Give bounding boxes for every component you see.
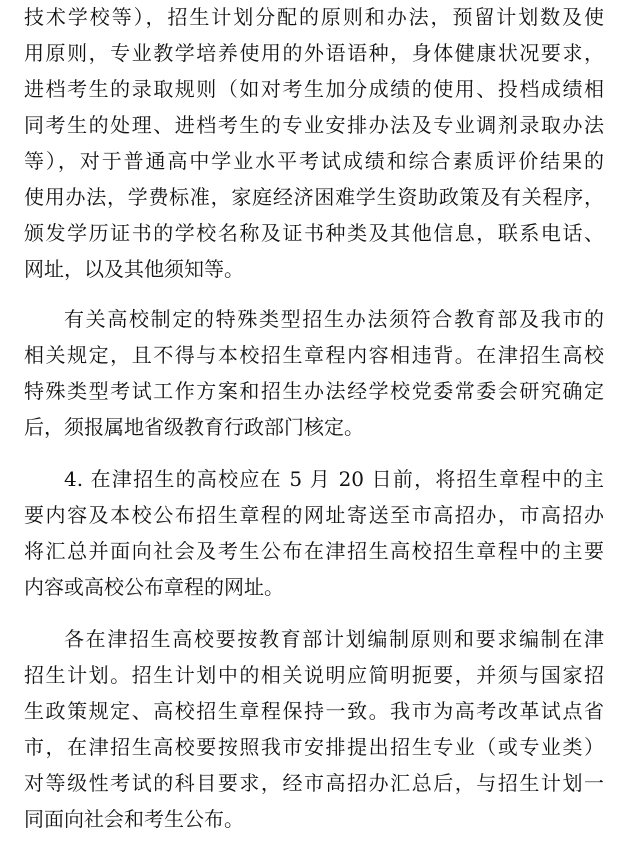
text-line: 等），对于普通高中学业水平考试成绩和综合素质评价结果的: [24, 149, 604, 173]
text-line: 4. 在津招生的高校应在 5 月 20 日前，将招生章程中的主: [64, 467, 604, 491]
text-line: 颁发学历证书的学校名称及证书种类及其他信息，联系电话、: [24, 221, 604, 245]
text-line: 有关高校制定的特殊类型招生办法须符合教育部及我市的: [64, 307, 604, 331]
text-line: 相关规定，且不得与本校招生章程内容相违背。在津招生高校: [24, 343, 604, 367]
text-line: 内容或高校公布章程的网址。: [24, 575, 284, 599]
text-line: 技术学校等），招生计划分配的原则和办法，预留计划数及使: [24, 5, 604, 29]
text-line: 使用办法，学费标准，家庭经济困难学生资助政策及有关程序，: [24, 185, 604, 209]
text-line: 生政策规定、高校招生章程保持一致。我市为高考改革试点省: [24, 699, 604, 723]
text-line: 同考生的处理、进档考生的专业安排办法及专业调剂录取办法: [24, 113, 604, 137]
text-line: 要内容及本校公布招生章程的网址寄送至市高招办，市高招办: [24, 503, 604, 527]
text-line: 对等级性考试的科目要求，经市高招办汇总后，与招生计划一: [24, 771, 604, 795]
text-line: 市，在津招生高校要按照我市安排提出招生专业（或专业类）: [24, 735, 604, 759]
text-line: 同面向社会和考生公布。: [24, 807, 244, 831]
text-line: 各在津招生高校要按教育部计划编制原则和要求编制在津: [64, 627, 604, 651]
text-line: 将汇总并面向社会及考生公布在津招生高校招生章程中的主要: [24, 539, 604, 563]
text-line: 进档考生的录取规则（如对考生加分成绩的使用、投档成绩相: [24, 77, 604, 101]
text-line: 后，须报属地省级教育行政部门核定。: [24, 415, 364, 439]
text-line: 招生计划。招生计划中的相关说明应简明扼要，并须与国家招: [24, 663, 604, 687]
text-line: 用原则，专业教学培养使用的外语语种，身体健康状况要求，: [24, 41, 604, 65]
text-line: 特殊类型考试工作方案和招生办法经学校党委常委会研究确定: [24, 379, 604, 403]
text-line: 网址，以及其他须知等。: [24, 257, 244, 281]
